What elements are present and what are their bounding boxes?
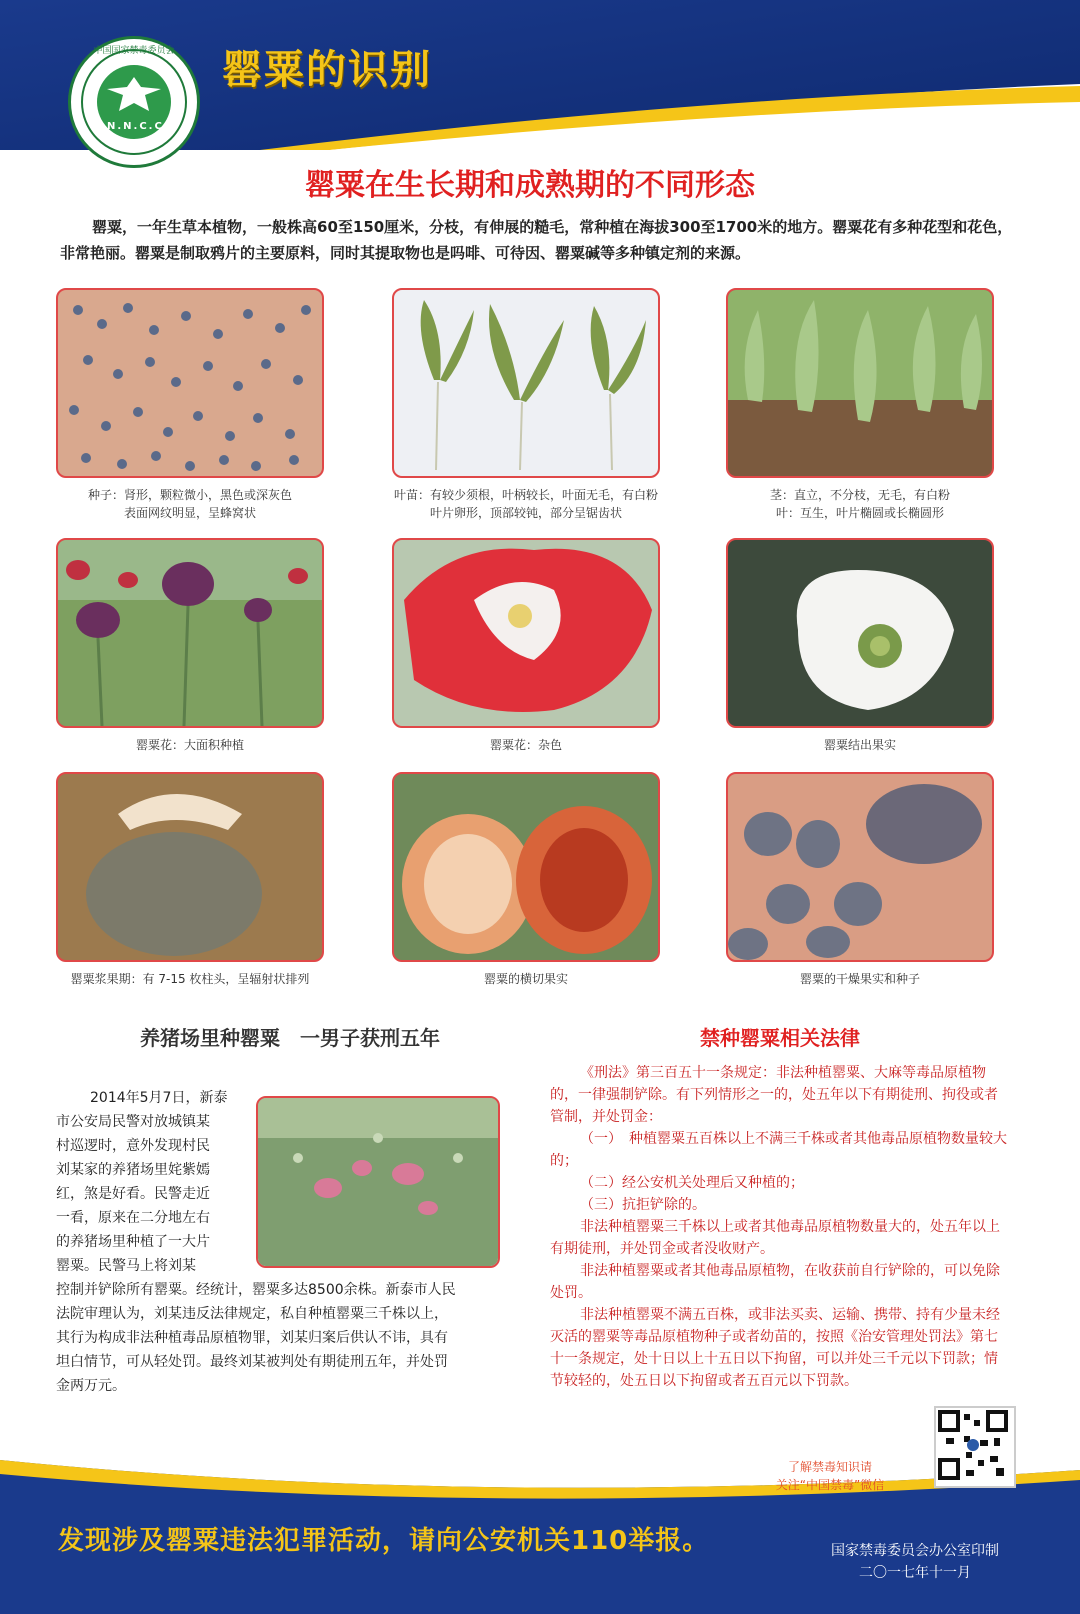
story-line: 罂粟。民警马上将刘某 [56,1258,196,1274]
story-line: 的养猪场里种植了一大片 [56,1234,210,1250]
story-line: 红，煞是好看。民警走近 [56,1186,210,1202]
story-line: 控制并铲除所有罂粟。经统计，罂粟多达8500余株。新泰市人民 [56,1282,456,1298]
caption-line: 罂粟浆果期：有 7-15 枚柱头，呈辐射状排列 [70,972,310,986]
story-line: 坦白情节，可从轻处罚。最终刘某被判处有期徒刑五年，并处罚 [56,1354,448,1370]
story-line: 村巡逻时，意外发现村民 [56,1138,210,1154]
caption-cross-section [392,970,660,988]
story-line: 2014年5月7日，新泰 [90,1090,228,1106]
gallery-item-seedlings [392,288,660,522]
law-title: 禁种罂粟相关法律 [700,1026,860,1050]
field-flowers-photo [56,538,324,728]
follow-line: 了解禁毒知识请 [787,1460,872,1474]
law-section [550,1062,1010,1392]
caption-line: 叶片卵形，顶部较钝，部分呈锯齿状 [429,506,622,520]
story-photo [256,1096,500,1268]
cross-section-photo [392,772,660,962]
story-wide-text [56,1278,506,1398]
story-title: 养猪场里种罂粟 一男子获刑五年 [140,1026,440,1050]
gallery-item-fruiting [726,538,994,754]
law-paragraph: 非法种植罂粟或者其他毒品原植物，在收获前自行铲除的，可以免除处罚。 [550,1263,1000,1301]
story-line: 市公安局民警对放城镇某 [56,1114,210,1130]
story-line: 金两万元。 [56,1378,126,1394]
mixed-color-photo [392,538,660,728]
wechat-qr-code[interactable] [934,1406,1016,1488]
printer-info [800,1540,1030,1584]
caption-seeds [56,486,324,522]
dried-pods-photo [726,772,994,962]
gallery-item-seeds [56,288,324,522]
story-line: 一看，原来在二分地左右 [56,1210,210,1226]
gallery-item-dried-pods [726,772,994,988]
law-paragraph: 非法种植罂粟不满五百株，或非法买卖、运输、携带、持有少量未经灭活的罂粟等毒品原植物种子或者幼苗的，按照《治安管理处罚法》第七十一条规定，处十日以上十五日以下拘留，可以并处三千元以下罚款；情节较轻的，处五日以下拘留或者五百元以下罚款。 [550,1307,1000,1389]
caption-line: 罂粟花：大面积种植 [135,738,244,752]
story-line: 刘某家的养猪场里姹紫嫣 [56,1162,210,1178]
logo-text-cn: 中国国家禁毒委员会 [93,46,175,56]
gallery-item-mixed-color [392,538,660,754]
caption-field-flowers [56,736,324,754]
seeds-photo [56,288,324,478]
fruiting-photo [726,538,994,728]
caption-mixed-color [392,736,660,754]
caption-stems [726,486,994,522]
caption-line: 叶：互生，叶片椭圆或长椭圆形 [775,506,944,520]
qr-code-icon [936,1408,1010,1482]
story-line: 其行为构成非法种植毒品原植物罪，刘某归案后供认不讳，具有 [56,1330,448,1346]
caption-line: 罂粟的干燥果实和种子 [799,972,920,986]
gallery-item-capsule [56,772,324,988]
caption-line: 种子：肾形，颗粒微小，黑色或深灰色 [87,488,292,502]
follow-wechat-note [740,1458,920,1494]
caption-line: 表面网纹明显，呈蜂窝状 [123,506,256,520]
shield-emblem-icon [105,75,163,115]
capsule-photo [56,772,324,962]
logo-mark: N.N.C.C. [107,121,170,132]
caption-seedlings [392,486,660,522]
gallery-item-field-flowers [56,538,324,754]
story-narrow-text [56,1086,246,1278]
printer-name: 国家禁毒委员会办公室印制 [831,1543,999,1559]
caption-capsule [56,970,324,988]
caption-dried-pods [726,970,994,988]
caption-line: 叶苗：有较少须根，叶柄较长，叶面无毛，有白粉 [393,488,658,502]
caption-fruiting [726,736,994,754]
follow-line: 关注“中国禁毒”微信 [775,1478,885,1492]
footer-banner [0,1420,1080,1614]
caption-line: 罂粟结出果实 [823,738,896,752]
caption-line: 罂粟花：杂色 [489,738,562,752]
law-paragraph: （一） 种植罂粟五百株以上不满三千株或者其他毒品原植物数量较大的； [550,1131,1007,1169]
stems-photo [726,288,994,478]
gallery-item-stems [726,288,994,522]
law-paragraph: 《刑法》第三百五十一条规定：非法种植罂粟、大麻等毒品原植物的，一律强制铲除。有下列情形之一的，处五年以下有期徒刑、拘役或者管制，并处罚金： [550,1065,998,1125]
law-paragraph: （二）经公安机关处理后又种植的； [580,1175,804,1191]
gallery-item-cross-section [392,772,660,988]
print-date: 二〇一七年十一月 [859,1565,971,1581]
story-line: 法院审理认为，刘某违反法律规定，私自种植罂粟三千株以上， [56,1306,448,1322]
section-subtitle: 罂粟在生长期和成熟期的不同形态 [305,168,755,203]
law-paragraph: 非法种植罂粟三千株以上或者其他毒品原植物数量大的，处五年以上有期徒刑，并处罚金或者没收财产。 [550,1219,1000,1257]
page-title: 罂粟的识别 [222,46,432,93]
law-paragraph: （三）抗拒铲除的。 [580,1197,706,1213]
caption-line: 罂粟的横切果实 [483,972,568,986]
footer-background [0,1420,1080,1614]
caption-line: 茎：直立，不分枝，无毛，有白粉 [769,488,950,502]
nncc-logo [68,36,200,168]
report-call-to-action: 发现涉及罂粟违法犯罪活动，请向公安机关110举报。 [58,1526,710,1556]
intro-paragraph: 罂粟，一年生草本植物，一般株高60至150厘米，分枝，有伸展的糙毛，常种植在海拔300至1700米的地方。罂粟花有多种花型和花色，非常艳丽。罂粟是制取鸦片的主要原料，同时其提取物也是吗啡、可待因、罂粟碱等多种镇定剂的来源。 [60,218,1013,262]
seedlings-photo [392,288,660,478]
